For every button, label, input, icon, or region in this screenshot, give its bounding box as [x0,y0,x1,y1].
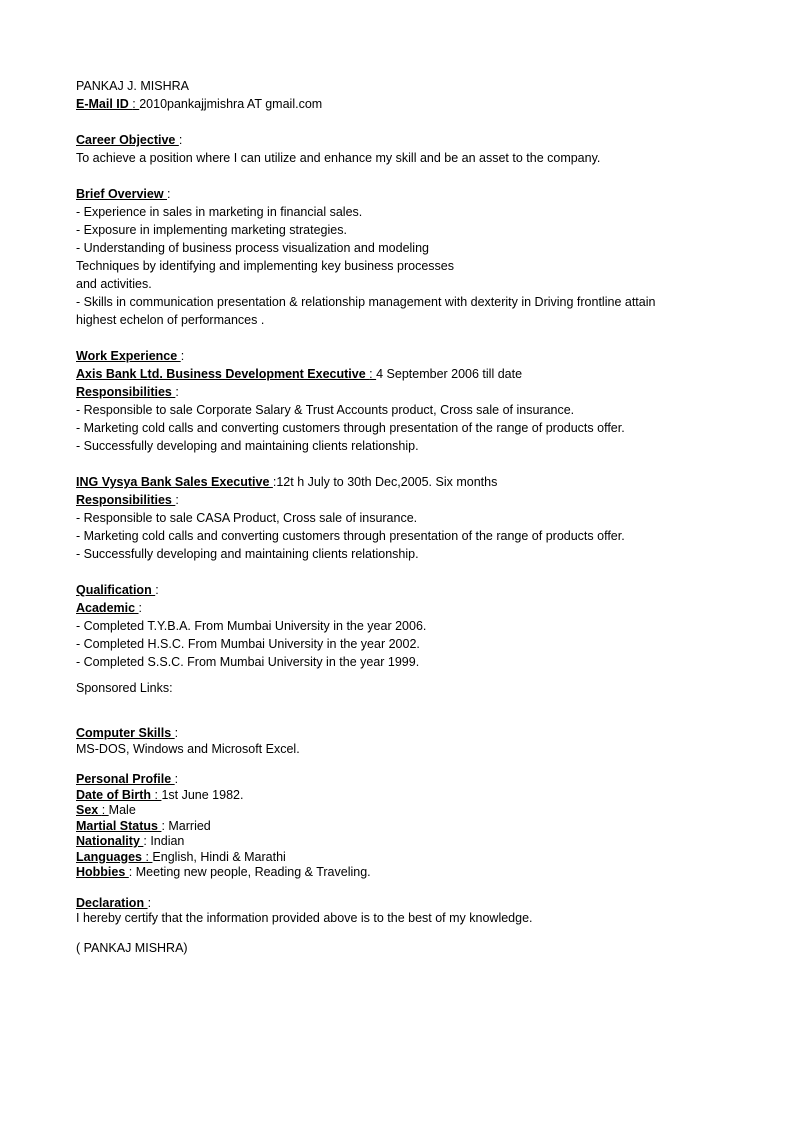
qualification-item: - Completed S.S.C. From Mumbai University in the year 1999. [76,655,420,669]
job-title: ING Vysya Bank Sales Executive [76,475,273,489]
responsibility-item: - Responsible to sale Corporate Salary & Trust Accounts product, Cross sale of insurance. [76,403,575,417]
email-line [76,95,756,113]
job-title-line: ING Vysya Bank Sales Executive :12t h July to 30th Dec,2005. Six months [76,475,498,489]
signature: ( PANKAJ MISHRA) [76,940,188,955]
work-experience-heading: Work Experience : [76,349,185,363]
qualification-item: - Completed T.Y.B.A. From Mumbai University in the year 2006. [76,619,427,633]
job-title-line: Axis Bank Ltd. Business Development Executive : 4 September 2006 till date [76,367,523,381]
overview-line: highest echelon of performances . [76,313,265,327]
profile-field-nationality: Nationality : Indian [76,834,185,848]
responsibility-item: - Marketing cold calls and converting customers through presentation of the range of products offer. [76,421,625,435]
overview-line: - Understanding of business process visualization and modeling [76,241,429,255]
job-title: Axis Bank Ltd. Business Development Executive [76,367,370,381]
profile-field-marital-status: Martial Status : Married [76,818,211,833]
overview-line: - Skills in communication presentation & relationship management with dexterity in Driving frontline attain [76,295,656,309]
computer-skills-heading: Computer Skills : [76,726,179,740]
declaration-text: I hereby certify that the information provided above is to the best of my knowledge. [76,911,533,925]
email-value: 2010pankajjmishra AT gmail.com [139,97,323,111]
email-label: E-Mail ID [76,97,133,111]
overview-line: Techniques by identifying and implementing key business processes [76,259,454,273]
job-period: 12t h July to 30th Dec,2005. Six months [276,475,498,489]
sponsored-links-label: Sponsored Links: [76,681,173,695]
computer-skills-text: MS-DOS, Windows and Microsoft Excel. [76,741,300,756]
email-separator: : [132,97,140,111]
responsibility-item: - Successfully developing and maintaining clients relationship. [76,547,419,561]
overview-line: - Exposure in implementing marketing strategies. [76,223,347,237]
candidate-name: PANKAJ J. MISHRA [76,79,189,93]
qualification-heading: Qualification : [76,583,159,597]
profile-field-languages: Languages : English, Hindi & Marathi [76,849,286,864]
resume-document [76,77,756,956]
profile-field-hobbies: Hobbies : Meeting new people, Reading & Traveling. [76,865,371,879]
profile-field-dob: Date of Birth : 1st June 1982. [76,787,244,802]
responsibilities-heading: Responsibilities : [76,493,179,507]
academic-heading: Academic : [76,601,143,615]
career-objective-text: To achieve a position where I can utilize and enhance my skill and be an asset to the company. [76,151,601,165]
responsibility-item: - Marketing cold calls and converting customers through presentation of the range of products offer. [76,529,625,543]
declaration-heading: Declaration : [76,895,152,910]
responsibility-item: - Successfully developing and maintaining clients relationship. [76,439,419,453]
overview-line: and activities. [76,277,152,291]
qualification-item: - Completed H.S.C. From Mumbai University in the year 2002. [76,637,420,651]
overview-line: - Experience in sales in marketing in financial sales. [76,205,363,219]
responsibilities-heading: Responsibilities : [76,385,179,399]
responsibility-item: - Responsible to sale CASA Product, Cross sale of insurance. [76,511,418,525]
career-objective-heading: Career Objective : [76,133,183,147]
job-period: 4 September 2006 till date [376,367,523,381]
brief-overview-heading: Brief Overview : [76,187,171,201]
profile-field-sex: Sex : Male [76,803,136,817]
personal-profile-heading: Personal Profile : [76,772,179,786]
